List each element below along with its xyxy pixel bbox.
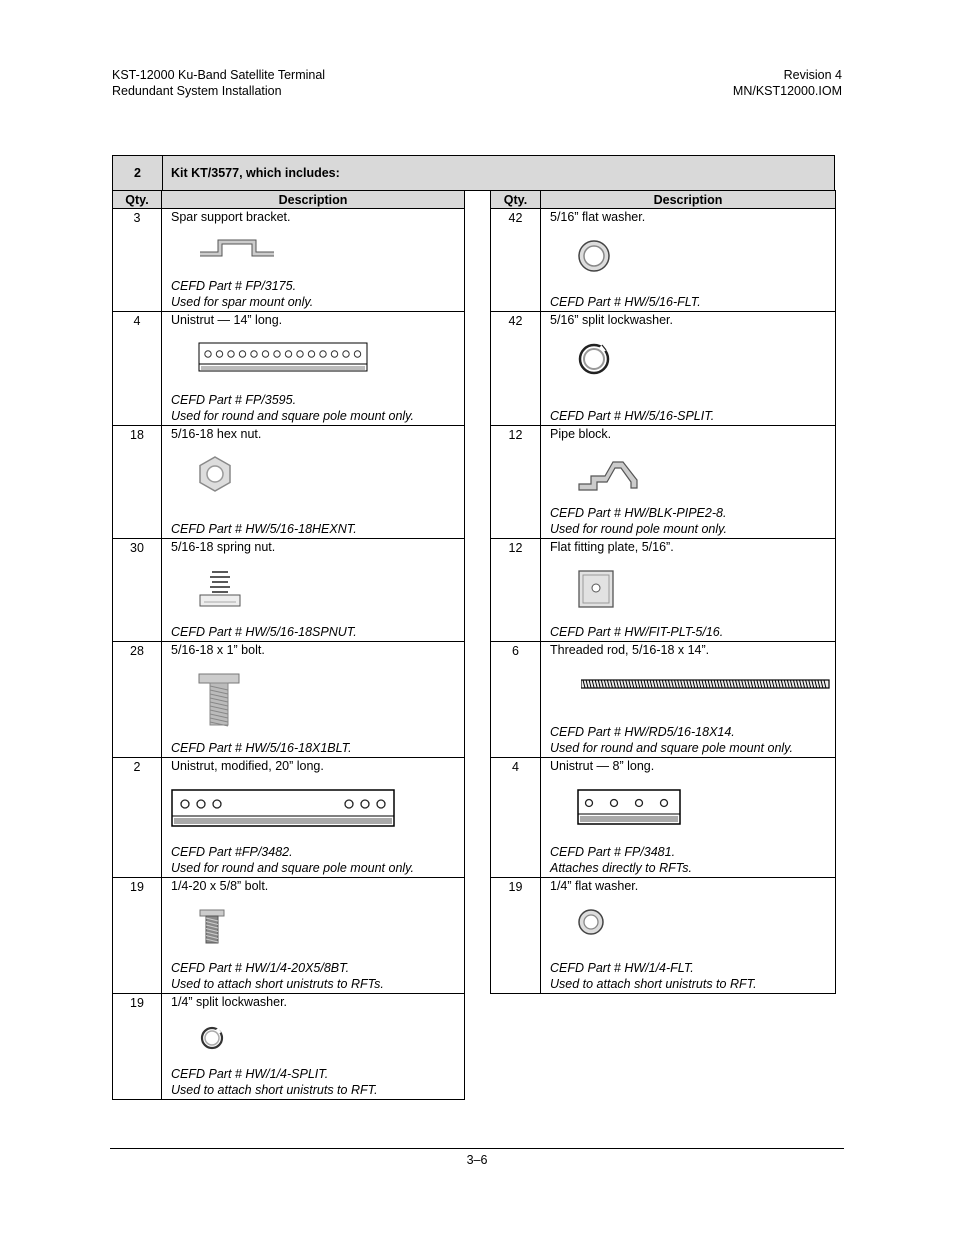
part-description-cell bbox=[541, 209, 836, 312]
part-description bbox=[541, 642, 835, 757]
revision: Revision 4 bbox=[783, 68, 842, 82]
part-note: Used to attach short unistruts to RFT. bbox=[550, 977, 757, 991]
part-qty: 18 bbox=[113, 426, 162, 539]
part-note: Used for round pole mount only. bbox=[550, 522, 727, 536]
part-name: Unistrut — 14” long. bbox=[171, 313, 283, 327]
qty-header: Qty. bbox=[113, 191, 162, 209]
part-number: CEFD Part #FP/3482. bbox=[171, 845, 293, 859]
part-description bbox=[541, 312, 835, 425]
part-description bbox=[162, 426, 464, 538]
part-name: 1/4” flat washer. bbox=[550, 879, 639, 893]
part-description bbox=[541, 426, 835, 538]
part-name: Unistrut — 8” long. bbox=[550, 759, 655, 773]
part-number: CEFD Part # HW/BLK-PIPE2-8. bbox=[550, 506, 727, 520]
part-description-cell bbox=[162, 642, 465, 758]
part-info bbox=[550, 624, 723, 640]
part-description-cell bbox=[541, 312, 836, 426]
right-parts-table bbox=[490, 190, 836, 994]
kit-item-number: 2 bbox=[113, 156, 163, 190]
part-description bbox=[162, 312, 464, 425]
part-row bbox=[113, 878, 465, 994]
left-parts-table bbox=[112, 190, 465, 1100]
part-name: Flat fitting plate, 5/16”. bbox=[550, 540, 674, 554]
part-info bbox=[550, 408, 714, 424]
part-info bbox=[550, 724, 793, 756]
part-name: 5/16-18 spring nut. bbox=[171, 540, 276, 554]
part-name: 5/16” split lockwasher. bbox=[550, 313, 673, 327]
description-header: Description bbox=[541, 191, 836, 209]
part-name: 5/16-18 x 1” bolt. bbox=[171, 643, 265, 657]
part-info bbox=[550, 505, 727, 537]
part-qty: 12 bbox=[491, 426, 541, 539]
part-number: CEFD Part # FP/3481. bbox=[550, 845, 676, 859]
part-number: CEFD Part # HW/5/16-18SPNUT. bbox=[171, 625, 357, 639]
part-number: CEFD Part # HW/5/16-18X1BLT. bbox=[171, 741, 352, 755]
page-number: 3–6 bbox=[466, 1153, 488, 1167]
part-qty: 42 bbox=[491, 312, 541, 426]
part-note: Used for round and square pole mount only. bbox=[171, 409, 414, 423]
part-qty: 2 bbox=[113, 758, 162, 878]
part-info bbox=[171, 844, 414, 876]
part-info bbox=[171, 624, 357, 640]
small-lockwasher-icon bbox=[198, 1024, 228, 1057]
part-description bbox=[162, 994, 464, 1099]
part-number: CEFD Part # HW/5/16-FLT. bbox=[550, 295, 701, 309]
lockwasher-icon bbox=[577, 342, 613, 381]
hex-nut-icon bbox=[198, 456, 232, 495]
part-qty: 3 bbox=[113, 209, 162, 312]
part-row bbox=[113, 426, 465, 539]
part-info bbox=[171, 1066, 378, 1098]
flat-washer-icon bbox=[577, 239, 613, 278]
part-description bbox=[162, 878, 464, 993]
part-row bbox=[491, 209, 836, 312]
part-number: CEFD Part # HW/1/4-SPLIT. bbox=[171, 1067, 329, 1081]
part-description-cell bbox=[541, 426, 836, 539]
part-number: CEFD Part # HW/5/16-18HEXNT. bbox=[171, 522, 357, 536]
part-row bbox=[491, 758, 836, 878]
part-info bbox=[171, 392, 414, 424]
part-description-cell bbox=[541, 878, 836, 994]
bracket-icon bbox=[198, 235, 278, 262]
small-bolt-icon bbox=[198, 908, 228, 949]
part-row bbox=[113, 642, 465, 758]
part-name: Threaded rod, 5/16-18 x 14”. bbox=[550, 643, 710, 657]
part-description-cell bbox=[541, 758, 836, 878]
footer-rule bbox=[110, 1148, 844, 1149]
part-number: CEFD Part # HW/1/4-FLT. bbox=[550, 961, 694, 975]
part-number: CEFD Part # FP/3175. bbox=[171, 279, 297, 293]
part-note: Used for spar mount only. bbox=[171, 295, 314, 309]
section-title: Redundant System Installation bbox=[112, 84, 282, 98]
part-note: Attaches directly to RFTs. bbox=[550, 861, 692, 875]
part-info bbox=[550, 844, 692, 876]
fitting-plate-icon bbox=[577, 569, 617, 612]
part-info bbox=[171, 740, 352, 756]
part-row bbox=[491, 878, 836, 994]
part-info bbox=[550, 960, 757, 992]
part-description bbox=[541, 758, 835, 877]
part-name: 5/16-18 hex nut. bbox=[171, 427, 262, 441]
part-note: Used for round and square pole mount only. bbox=[171, 861, 414, 875]
part-qty: 19 bbox=[113, 994, 162, 1100]
part-info bbox=[171, 278, 313, 310]
part-number: CEFD Part # HW/1/4-20X5/8BT. bbox=[171, 961, 350, 975]
part-description bbox=[162, 539, 464, 641]
part-qty: 19 bbox=[491, 878, 541, 994]
unistrut-20-icon bbox=[171, 788, 401, 831]
unistrut-8-icon bbox=[577, 788, 687, 831]
kit-title: Kit KT/3577, which includes: bbox=[171, 166, 340, 180]
part-qty: 6 bbox=[491, 642, 541, 758]
part-qty: 30 bbox=[113, 539, 162, 642]
small-flat-washer-icon bbox=[577, 908, 607, 941]
part-number: CEFD Part # HW/5/16-SPLIT. bbox=[550, 409, 715, 423]
qty-header: Qty. bbox=[491, 191, 541, 209]
part-row bbox=[491, 426, 836, 539]
part-row bbox=[113, 209, 465, 312]
part-qty: 12 bbox=[491, 539, 541, 642]
page-header-right bbox=[733, 67, 842, 99]
part-note: Used to attach short unistruts to RFTs. bbox=[171, 977, 384, 991]
part-description bbox=[541, 539, 835, 641]
threaded-rod-icon bbox=[581, 678, 831, 695]
doc-number: MN/KST12000.IOM bbox=[732, 84, 842, 98]
part-description-cell bbox=[162, 878, 465, 994]
spring-nut-icon bbox=[198, 569, 244, 612]
part-description-cell bbox=[162, 426, 465, 539]
kit-title-bar bbox=[112, 155, 835, 191]
part-info bbox=[171, 521, 357, 537]
part-row bbox=[491, 539, 836, 642]
part-qty: 19 bbox=[113, 878, 162, 994]
part-description-cell bbox=[162, 312, 465, 426]
part-number: CEFD Part # FP/3595. bbox=[171, 393, 297, 407]
part-row bbox=[113, 758, 465, 878]
part-description bbox=[162, 758, 464, 877]
right-table-header bbox=[491, 191, 836, 209]
part-row bbox=[113, 994, 465, 1100]
part-row bbox=[113, 312, 465, 426]
part-row bbox=[491, 642, 836, 758]
part-description-cell bbox=[162, 209, 465, 312]
part-description-cell bbox=[162, 539, 465, 642]
part-row bbox=[113, 539, 465, 642]
part-name: 1/4” split lockwasher. bbox=[171, 995, 288, 1009]
unistrut-14-icon bbox=[198, 342, 378, 377]
part-description bbox=[162, 209, 464, 311]
description-header: Description bbox=[162, 191, 465, 209]
part-info bbox=[550, 294, 701, 310]
part-qty: 28 bbox=[113, 642, 162, 758]
pipe-block-icon bbox=[577, 454, 647, 497]
part-note: Used to attach short unistruts to RFT. bbox=[171, 1083, 378, 1097]
part-description-cell bbox=[162, 758, 465, 878]
part-qty: 4 bbox=[113, 312, 162, 426]
part-note: Used for round and square pole mount only. bbox=[550, 741, 793, 755]
part-name: 1/4-20 x 5/8” bolt. bbox=[171, 879, 269, 893]
left-table-header bbox=[113, 191, 465, 209]
part-description-cell bbox=[162, 994, 465, 1100]
part-description bbox=[541, 209, 835, 311]
part-description bbox=[162, 642, 464, 757]
doc-title: KST-12000 Ku-Band Satellite Terminal bbox=[112, 68, 326, 82]
part-name: 5/16” flat washer. bbox=[550, 210, 646, 224]
part-description-cell bbox=[541, 642, 836, 758]
bolt-icon bbox=[198, 672, 240, 731]
part-row bbox=[491, 312, 836, 426]
part-qty: 42 bbox=[491, 209, 541, 312]
part-description-cell bbox=[541, 539, 836, 642]
part-name: Pipe block. bbox=[550, 427, 612, 441]
page-header-left bbox=[112, 67, 325, 99]
part-qty: 4 bbox=[491, 758, 541, 878]
part-name: Unistrut, modified, 20” long. bbox=[171, 759, 324, 773]
part-number: CEFD Part # HW/RD5/16-18X14. bbox=[550, 725, 735, 739]
part-description bbox=[541, 878, 835, 993]
part-name: Spar support bracket. bbox=[171, 210, 291, 224]
part-number: CEFD Part # HW/FIT-PLT-5/16. bbox=[550, 625, 724, 639]
part-info bbox=[171, 960, 384, 992]
